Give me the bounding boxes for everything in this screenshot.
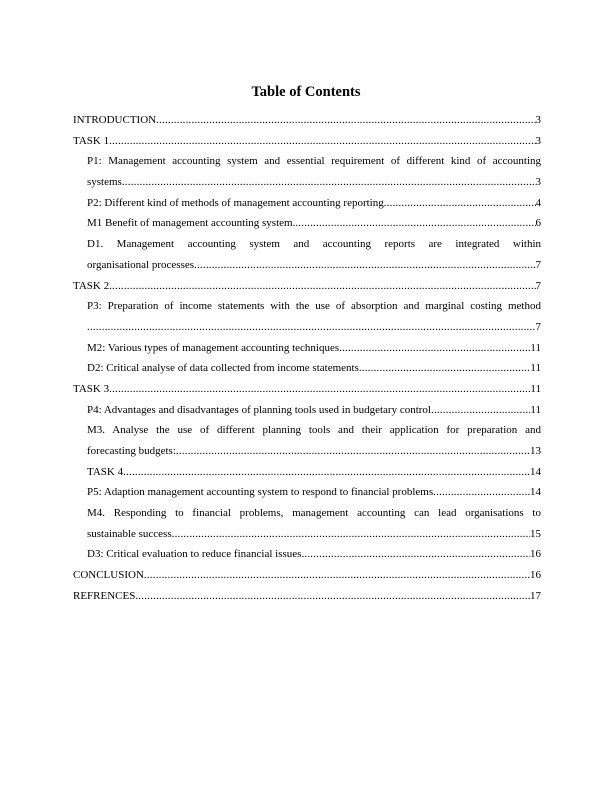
- toc-entry[interactable]: [73, 317, 541, 338]
- toc-entry-text: P3: Preparation of income statements with the use of absorption and marginal costing method: [87, 300, 541, 313]
- dot-leader: [339, 338, 530, 359]
- toc-page-number: 11: [530, 382, 541, 395]
- toc-entry-text: D1. Management accounting system and accounting reports are integrated within: [87, 238, 541, 251]
- toc-entry-text: P5: Adaption management accounting system to respond to financial problems: [87, 486, 434, 499]
- toc-entry[interactable]: [73, 379, 541, 400]
- toc-entry-text: REFRENCES: [73, 589, 136, 602]
- toc-page-number: 7: [535, 320, 541, 333]
- toc-entry-text: TASK 3: [73, 382, 110, 395]
- toc-entry-first-line[interactable]: [73, 420, 541, 441]
- toc-entry[interactable]: [73, 565, 541, 586]
- toc-page-number: 7: [535, 279, 541, 292]
- toc-entry[interactable]: [73, 172, 541, 193]
- toc-page-number: 11: [530, 403, 541, 416]
- dot-leader: [156, 110, 535, 131]
- toc-entry[interactable]: [73, 276, 541, 297]
- toc-entry[interactable]: [73, 213, 541, 234]
- toc-entry[interactable]: [73, 131, 541, 152]
- toc-entry[interactable]: [73, 193, 541, 214]
- dot-leader: [431, 400, 530, 421]
- toc-entry-text: M4. Responding to financial problems, management accounting can lead organisations to: [87, 507, 541, 520]
- toc-page-number: 3: [535, 114, 541, 126]
- dot-leader: [135, 586, 530, 607]
- toc-entry-text: sustainable success: [87, 527, 172, 540]
- toc-page-number: 11: [530, 341, 541, 354]
- dot-leader: [384, 193, 536, 214]
- toc-entry-text: TASK 1: [73, 134, 110, 147]
- toc-entry[interactable]: [73, 400, 541, 421]
- toc-page-number: 7: [535, 258, 541, 271]
- toc-page-number: 15: [530, 527, 541, 540]
- toc-title: Table of Contents: [251, 84, 361, 100]
- toc-page-number: 11: [530, 362, 541, 375]
- toc-entry-first-line[interactable]: [73, 151, 541, 172]
- dot-leader: [123, 462, 530, 483]
- toc-entry-text: M1 Benefit of management accounting system.: [87, 217, 296, 230]
- toc-page-number: 6: [535, 217, 541, 230]
- dot-leader: [122, 172, 536, 193]
- toc-entry[interactable]: [73, 441, 541, 462]
- toc-entry-text: M3. Analyse the use of different planning tools and their application for preparation and: [87, 424, 541, 437]
- toc-page-number: 4: [535, 196, 541, 209]
- toc-entry-text: M2: Various types of management accounting techniques: [87, 341, 340, 354]
- toc-entry-text: forecasting budgets:: [87, 445, 176, 457]
- toc-page-number: 13: [530, 445, 541, 457]
- toc-page-number: 3: [535, 134, 541, 147]
- toc-entry[interactable]: [73, 544, 541, 565]
- toc-list: [73, 110, 541, 607]
- toc-entry-first-line[interactable]: [73, 234, 541, 255]
- dot-leader: [109, 276, 535, 297]
- toc-entry-text: P4: Advantages and disadvantages of planning tools used in budgetary control: [87, 403, 431, 416]
- toc-entry-text: TASK 2: [73, 279, 110, 292]
- toc-entry-text: organisational processes: [87, 258, 195, 271]
- toc-entry[interactable]: [73, 255, 541, 276]
- dot-leader: [87, 317, 536, 338]
- toc-page-number: 14: [530, 486, 541, 499]
- toc-page-number: 17: [530, 589, 541, 602]
- toc-entry-text: CONCLUSION: [73, 569, 144, 582]
- dot-leader: [144, 565, 530, 586]
- toc-page-number: 14: [530, 465, 541, 478]
- dot-leader: [359, 358, 531, 379]
- toc-entry-text: D2: Critical analyse of data collected from income statements: [87, 362, 359, 375]
- toc-entry-text: systems: [87, 176, 122, 189]
- dot-leader: [295, 213, 535, 234]
- toc-entry-text: D3: Critical evaluation to reduce financial issues: [87, 548, 302, 561]
- dot-leader: [109, 131, 535, 152]
- toc-entry[interactable]: [73, 358, 541, 379]
- toc-entry[interactable]: [73, 482, 541, 503]
- toc-entry-text: P1: Management accounting system and essential requirement of different kind of accounting: [87, 155, 541, 168]
- toc-entry-text: TASK 4: [87, 465, 124, 478]
- dot-leader: [301, 544, 530, 565]
- toc-page-number: 16: [530, 548, 541, 561]
- toc-page-number: 16: [530, 569, 541, 582]
- dot-leader: [194, 255, 535, 276]
- dot-leader: [172, 524, 530, 545]
- toc-entry[interactable]: [73, 524, 541, 545]
- toc-page-number: 3: [535, 176, 541, 189]
- toc-entry-text: P2: Different kind of methods of management accounting reporting: [87, 196, 384, 209]
- toc-entry-first-line[interactable]: [73, 296, 541, 317]
- toc-entry[interactable]: [73, 586, 541, 607]
- toc-entry-first-line[interactable]: [73, 503, 541, 524]
- dot-leader: [109, 379, 530, 400]
- toc-entry[interactable]: [73, 110, 541, 131]
- dot-leader: [176, 441, 530, 462]
- toc-entry[interactable]: [73, 462, 541, 483]
- toc-entry[interactable]: [73, 338, 541, 359]
- dot-leader: [433, 482, 530, 503]
- toc-entry-text: INTRODUCTION: [73, 114, 157, 126]
